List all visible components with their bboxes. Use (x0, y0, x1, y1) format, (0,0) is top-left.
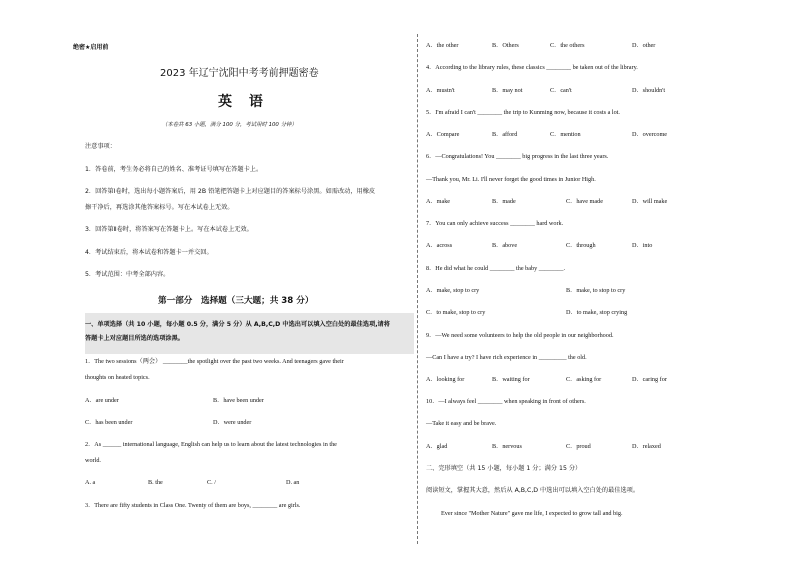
q8-option-c[interactable]: C．to make, stop to cry (426, 309, 486, 316)
q9-option-c[interactable]: C．asking for (566, 376, 602, 383)
secret-mark: 绝密★启用前 (73, 44, 109, 51)
q7-option-d[interactable]: D．into (632, 242, 653, 249)
q6-stem-a: 6．—Congratulations! You ________ big progress in the last three years. (426, 153, 609, 160)
part1-title: 第一部分 选择题（三大题；共 38 分） (158, 296, 314, 306)
q6-stem-b: —Thank you, Mr. Li. I'll never forget the good times in Junior High. (426, 176, 596, 183)
q2-stem-a: 2．As ______ international language, English can help us to learn about the latest technologies in the (85, 441, 337, 448)
q6-option-b[interactable]: B．made (492, 198, 516, 205)
q7-option-b[interactable]: B．above (492, 242, 518, 249)
q8-option-d[interactable]: D．to make, stop crying (566, 309, 628, 316)
q3-option-d[interactable]: D．other (632, 42, 656, 49)
passage-first-line: Ever since "Mother Nature" gave me life, I expected to grow tall and big. (441, 510, 623, 517)
q7-option-c[interactable]: C．through (566, 242, 596, 249)
q6-option-c[interactable]: C．have made (566, 198, 603, 205)
q9-stem-b: —Can I have a try? I have rich experience in _________ the old. (426, 354, 587, 361)
q8-option-b[interactable]: B．make, to stop to cry (566, 287, 626, 294)
subject-title: 英 语 (218, 94, 269, 110)
section2-title: 二、完形填空（共 15 小题，每小题 1 分；满分 15 分） (426, 465, 582, 472)
instruction-band (85, 313, 414, 354)
q10-option-b[interactable]: B．nervous (492, 443, 522, 450)
q2-option-b[interactable]: B. the (148, 479, 163, 486)
q4-option-d[interactable]: D．shouldn't (632, 87, 666, 94)
q4-option-a[interactable]: A．mustn't (426, 87, 455, 94)
q9-option-a[interactable]: A．looking for (426, 376, 465, 383)
q3-option-c[interactable]: C．the others (550, 42, 585, 49)
q9-stem-a: 9．—We need some volunteers to help the old people in our neighborhood. (426, 332, 614, 339)
q7-stem: 7．You can only achieve success ________ hard work. (426, 220, 564, 227)
q8-option-a[interactable]: A．make, stop to cry (426, 287, 480, 294)
q2-option-d[interactable]: D. an (286, 479, 300, 486)
q5-stem: 5．I'm afraid I can't ________ the trip to Kunming now, because it costs a lot. (426, 109, 620, 116)
note-3: 3．回答第Ⅱ卷时，将答案写在答题卡上。写在本试卷上无效。 (85, 226, 253, 233)
q1-stem-a: 1．The two sessions（两会） ________the spotlight over the past two weeks. And teenagers gave their (85, 358, 344, 365)
q5-option-a[interactable]: A．Compare (426, 131, 460, 138)
q4-option-c[interactable]: C．can't (550, 87, 572, 94)
notes-heading: 注意事项： (85, 143, 116, 150)
q5-option-b[interactable]: B．afford (492, 131, 518, 138)
q9-option-d[interactable]: D．caring for (632, 376, 667, 383)
note-4: 4．考试结束后，将本试卷和答题卡一并交回。 (85, 249, 213, 256)
note-2a: 2．回答第Ⅰ卷时，选出每小题答案后，用 2B 铅笔把答题卡上对应题目的答案标号涂黑。如需改动，用橡皮 (85, 188, 376, 195)
q6-option-a[interactable]: A．make (426, 198, 451, 205)
q2-option-a[interactable]: A. a (85, 479, 96, 486)
q4-stem: 4．According to the library rules, these classics ________ be taken out of the library. (426, 64, 638, 71)
column-divider (417, 34, 418, 544)
note-2b: 擦干净后，再选涂其他答案标号。写在本试卷上无效。 (85, 204, 234, 211)
q3-option-a[interactable]: A．the other (426, 42, 459, 49)
q2-stem-b: world. (85, 457, 101, 464)
q4-option-b[interactable]: B．may not (492, 87, 523, 94)
section2-instruction: 阅读短文，掌握其大意，然后从 A,B,C,D 中选出可以填入空白处的最佳选项。 (426, 487, 640, 494)
q8-stem: 8．He did what he could ________ the baby ________. (426, 265, 566, 272)
q10-stem-b: —Take it easy and be brave. (426, 420, 497, 427)
note-1: 1．答卷前，考生务必将自己的姓名、准考证号填写在答题卡上。 (85, 166, 263, 173)
q10-option-d[interactable]: D．relaxed (632, 443, 661, 450)
q3-stem: 3．There are fifty students in Class One. Twenty of them are boys, ________ are girls. (85, 502, 301, 509)
q10-option-a[interactable]: A．glad (426, 443, 448, 450)
q7-option-a[interactable]: A．across (426, 242, 453, 249)
q1-option-c[interactable]: C．has been under (85, 419, 133, 426)
q3-option-b[interactable]: B．Others (492, 42, 519, 49)
q5-option-d[interactable]: D．overcome (632, 131, 668, 138)
note-5: 5．考试范围：中考全部内容。 (85, 271, 170, 278)
q1-option-a[interactable]: A．are under (85, 397, 119, 404)
q1-option-b[interactable]: B．have been under (213, 397, 264, 404)
exam-title: 2023 年辽宁沈阳中考考前押题密卷 (160, 68, 319, 79)
instruction-line-1: 一、单项选择（共 10 小题，每小题 0.5 分，满分 5 分）从 A,B,C,D 中选出可以填入空白处的最佳选项,请将 (85, 321, 390, 328)
q6-option-d[interactable]: D．will make (632, 198, 668, 205)
q1-stem-b: thoughts on heated topics. (85, 374, 150, 381)
q2-option-c[interactable]: C. / (207, 479, 216, 486)
q9-option-b[interactable]: B．waiting for (492, 376, 530, 383)
q10-option-c[interactable]: C．proud (566, 443, 591, 450)
instruction-line-2: 答题卡上对应题目所选的选项涂黑。 (85, 335, 184, 342)
q5-option-c[interactable]: C．mention (550, 131, 581, 138)
q1-option-d[interactable]: D．were under (213, 419, 252, 426)
exam-meta: （本卷共 63 小题，满分 100 分，考试用时 100 分钟） (162, 122, 297, 128)
q10-stem-a: 10．—I always feel ________ when speaking in front of others. (426, 398, 586, 405)
